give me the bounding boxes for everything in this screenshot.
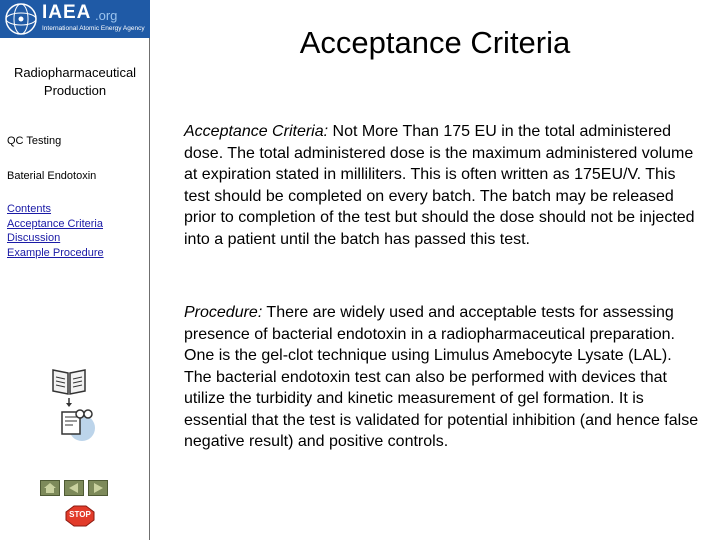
procedure-text: There are widely used and acceptable tests for assessing presence of bacterial endotoxin in a radiopharmaceutical preparation. One is the gel-clot technique using Limulus Amebocyte Lysate (LAL). The bacterial endotoxin test can also be performed with devices that utilize the turbidity and kinetic measurement of gel formation. It is essential that the test is validated for potential inhibition (and hence false negative result) and positive controls.: [184, 304, 699, 450]
next-button[interactable]: [88, 480, 108, 496]
course-title: Radiopharmaceutical Production: [13, 65, 137, 98]
acceptance-criteria-paragraph: [184, 121, 699, 250]
stop-button[interactable]: [65, 505, 95, 527]
link-example-procedure[interactable]: Example Procedure: [7, 246, 104, 259]
module-title: QC Testing: [7, 135, 62, 147]
nav-links: [7, 202, 104, 260]
home-icon: [41, 481, 59, 495]
acceptance-criteria-lead: Acceptance Criteria:: [184, 123, 329, 140]
document-magnifier-icon: [58, 406, 98, 442]
page-title: Acceptance Criteria: [299, 25, 571, 60]
arrow-left-icon: [65, 481, 83, 495]
logo-name: IAEA: [42, 2, 92, 23]
sidebar: [0, 0, 150, 540]
book-icon: [50, 365, 88, 397]
arrow-right-icon: [89, 481, 107, 495]
logo-suffix: .org: [95, 8, 118, 23]
procedure-lead: Procedure:: [184, 304, 263, 321]
link-discussion[interactable]: Discussion: [7, 232, 61, 244]
iaea-logo: [0, 0, 150, 38]
procedure-paragraph: [184, 302, 699, 453]
home-button[interactable]: [40, 480, 60, 496]
acceptance-criteria-text: Not More Than 175 EU in the total administered dose. The total administered dose is the maximum administered volume at expiration stated in milliliters. This is often written as 175EU/V. This test should be completed on every batch. The batch may be released prior to completion of the test but should the dose should not be injected into a patient until the batch has passed this test.: [184, 123, 695, 248]
section-title: Baterial Endotoxin: [7, 170, 97, 182]
link-contents[interactable]: Contents: [7, 203, 52, 215]
globe-icon: [4, 2, 38, 36]
link-acceptance-criteria[interactable]: Acceptance Criteria: [7, 217, 103, 230]
logo-agency: International Atomic Energy Agency: [42, 25, 145, 32]
previous-button[interactable]: [64, 480, 84, 496]
stop-label: STOP: [69, 510, 91, 519]
